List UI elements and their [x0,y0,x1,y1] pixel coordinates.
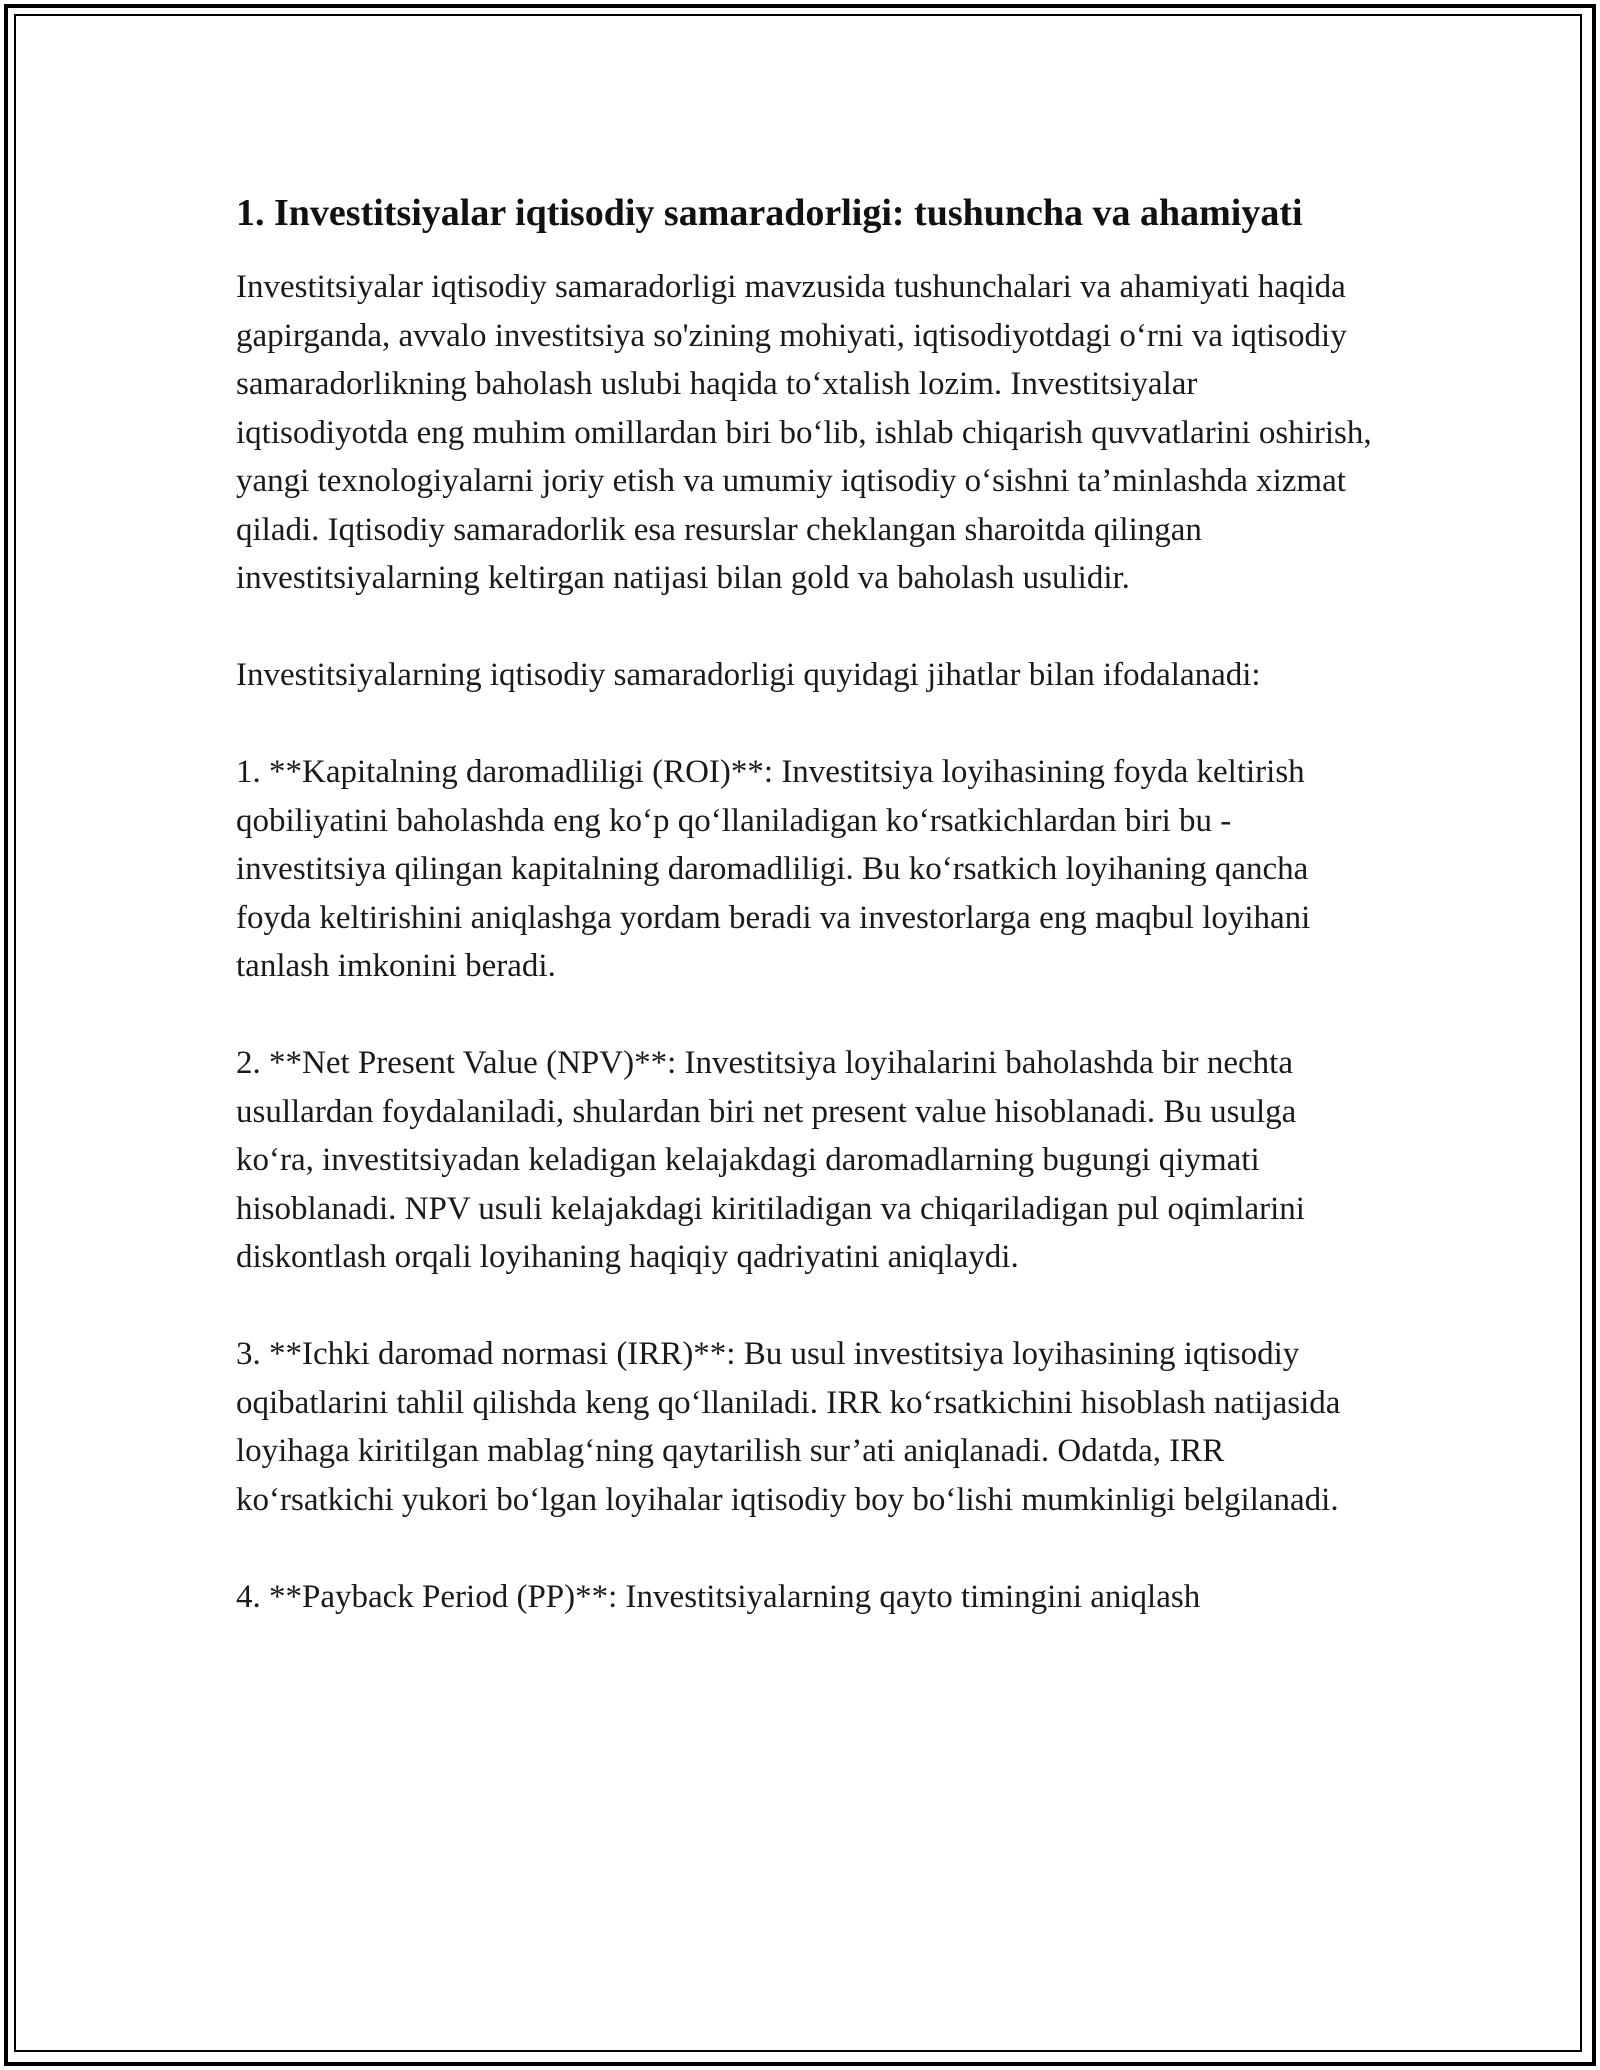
paragraph-aspects-lead: Investitsiyalarning iqtisodiy samaradorligi quyidagi jihatlar bilan ifodalanadi: [236,657,1261,693]
paragraph-irr: 3. **Ichki daromad normasi (IRR)**: Bu usul investitsiya loyihasining iqtisodiy oqibatlarini tahlil qilishda keng qo‘llaniladi. IRR ko‘rsatkichini hisoblash natijasida loyihaga kiritilgan mablag‘ning qaytarilish sur’ati aniqlanadi. Odatda, IRR ko‘rsatkichi yukori bo‘lgan loyihalar iqtisodiy boy bo‘lishi mumkinligi belgilanadi. [236,1336,1341,1518]
paragraph-roi: 1. **Kapitalning daromadliligi (ROI)**: Investitsiya loyihasining foyda keltirish qobiliyatini baholashda eng ko‘p qo‘llaniladigan ko‘rsatkichlardan biri bu - investitsiya qilingan kapitalning daromadliligi. Bu ko‘rsatkich loyihaning qancha foyda keltirishini aniqlashga yordam beradi va investorlarga eng maqbul loyihani tanlash imkonini beradi. [236,754,1311,984]
paragraph-intro: Investitsiyalar iqtisodiy samaradorligi mavzusida tushunchalari va ahamiyati haqida gapirganda, avvalo investitsiya so'zining mohiyati, iqtisodiyotdagi o‘rni va iqtisodiy samaradorlikning baholash uslubi haqida to‘xtalish lozim. Investitsiyalar iqtisodiyotda eng muhim omillardan biri bo‘lib, ishlab chiqarish quvvatlarini oshirish, yangi texnologiyalarni joriy etish va umumiy iqtisodiy o‘sishni ta’minlashda xizmat qiladi. Iqtisodiy samaradorlik esa resurslar cheklangan sharoitda qilingan investitsiyalarning keltirgan natijasi bilan gold va baholash usulidir. [236,269,1372,596]
document-page [236,186,1376,1670]
paragraph-payback: 4. **Payback Period (PP)**: Investitsiyalarning qayto timingini aniqlash [236,1578,1201,1615]
section-heading: 1. Investitsiyalar iqtisodiy samaradorligi: tushuncha va ahamiyati [236,192,1303,234]
paragraph-npv: 2. **Net Present Value (NPV)**: Investitsiya loyihalarini baholashda bir nechta usullardan foydalaniladi, shulardan biri net present value hisoblanadi. Bu usulga ko‘ra, investitsiyadan keladigan kelajakdagi daromadlarning bugungi qiymati hisoblanadi. NPV usuli kelajakdagi kiritiladigan va chiqariladigan pul oqimlarini diskontlash orqali loyihaning haqiqiy qadriyatini aniqlaydi. [236,1045,1305,1275]
